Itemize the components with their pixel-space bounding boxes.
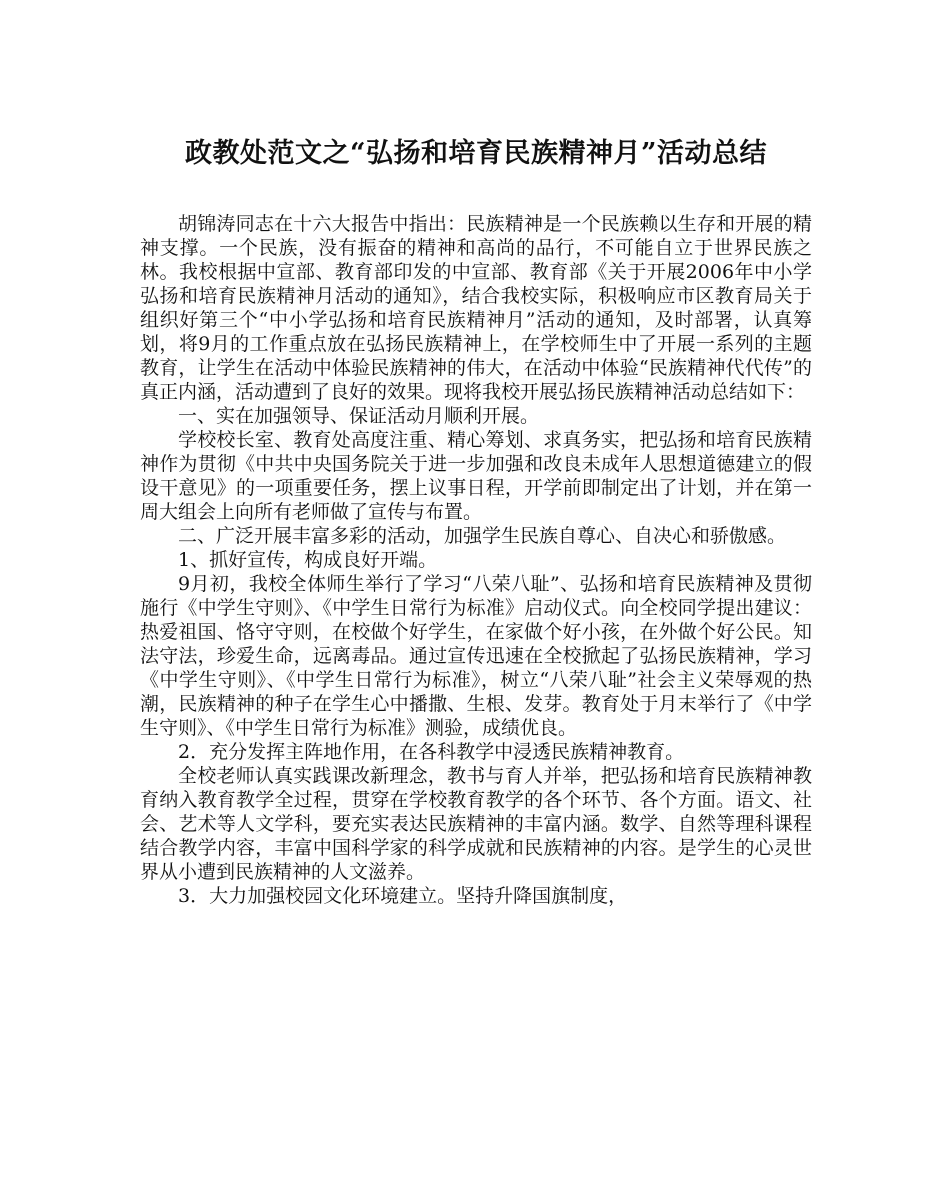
paragraph-intro: 胡锦涛同志在十六大报告中指出：民族精神是一个民族赖以生存和开展的精神支撑。一个民族，没有振奋的精神和高尚的品行，不可能自立于世界民族之林。我校根据中宣部、教育部印发的中宣部、教育部《关于开展2006年中小学弘扬和培育民族精神月活动的通知》，结合我校实际，积极响应市区教育局关于组织好第三个“中小学弘扬和培育民族精神月”活动的通知，及时部署，认真筹划，将9月的工作重点放在弘扬民族精神上，在学校师生中了开展一系列的主题教育，让学生在活动中体验民族精神的伟大，在活动中体验“民族精神代代传”的真正内涵，活动遭到了良好的效果。现将我校开展弘扬民族精神活动总结如下：	[140, 213, 812, 403]
paragraph-leadership: 学校校长室、教育处高度注重、精心筹划、求真务实，把弘扬和培育民族精神作为贯彻《中共中央国务院关于进一步加强和改良未成年人思想道德建立的假设干意见》的一项重要任务，摆上议事日程，开学前即制定出了计划，并在第一周大组会上向所有老师做了宣传与布置。	[140, 429, 812, 523]
section-heading-1: 一、实在加强领导、保证活动月顺利开展。	[178, 405, 540, 427]
paragraph-teaching: 全校老师认真实践课改新理念，教书与育人并举，把弘扬和培育民族精神教育纳入教育教学全过程，贯穿在学校教育教学的各个环节、各个方面。语文、社会、艺术等人文学科，要充实表达民族精神的丰富内涵。数学、自然等理科课程结合教学内容，丰富中国科学家的科学成就和民族精神的内容。是学生的心灵世界从小遭到民族精神的人文滋养。	[140, 765, 812, 883]
subheading-3: 3．大力加强校园文化环境建立。坚持升降国旗制度，	[178, 885, 628, 907]
document-title: 政教处范文之“弘扬和培育民族精神月”活动总结	[184, 138, 768, 169]
paragraph-publicity: 9月初，我校全体师生举行了学习“八荣八耻”、弘扬和培育民族精神及贯彻施行《中学生守则》、《中学生日常行为标准》启动仪式。向全校同学提出建议：热爱祖国、恪守守则，在校做个好学生，在家做个好小孩，在外做个好公民。知法守法，珍爱生命，远离毒品。通过宣传迅速在全校掀起了弘扬民族精神，学习《中学生守则》、《中学生日常行为标准》，树立“八荣八耻”社会主义荣辱观的热潮，民族精神的种子在学生心中播撒、生根、发芽。教育处于月末举行了《中学生守则》、《中学生日常行为标准》测验，成绩优良。	[140, 573, 812, 739]
subheading-1: 1、抓好宣传，构成良好开端。	[178, 549, 438, 571]
section-heading-2: 二、广泛开展丰富多彩的活动，加强学生民族自尊心、自决心和骄傲感。	[178, 525, 787, 547]
subheading-2: 2．充分发挥主阵地作用，在各科教学中浸透民族精神教育。	[178, 741, 685, 763]
document-body	[140, 212, 812, 908]
